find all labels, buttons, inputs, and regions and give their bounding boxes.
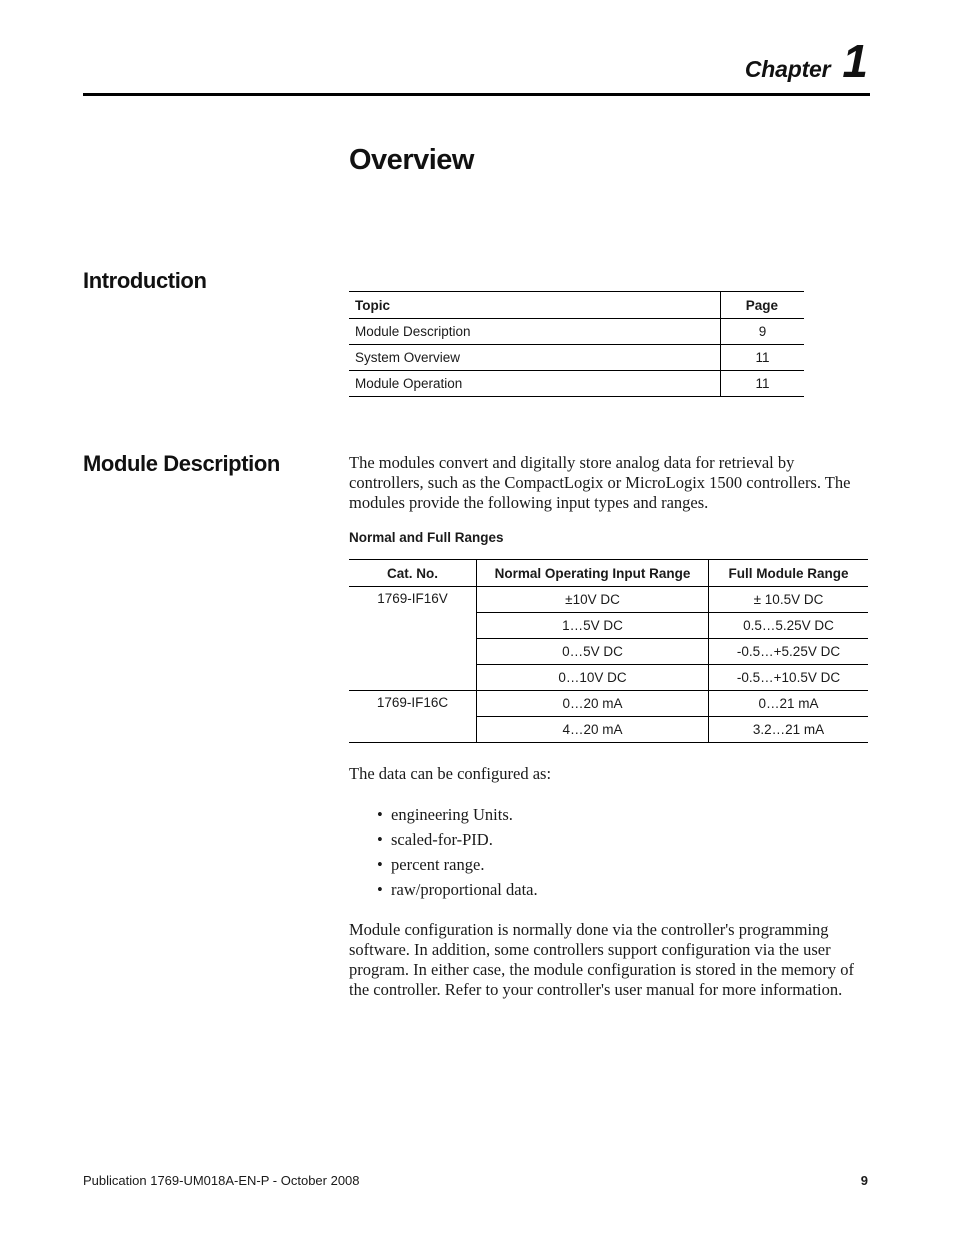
section-heading-module-description: Module Description xyxy=(83,451,280,476)
table-row xyxy=(349,345,804,371)
column-header-normal-range: Normal Operating Input Range xyxy=(477,560,709,587)
normal-range-cell: 0…5V DC xyxy=(477,639,709,665)
table-caption: Normal and Full Ranges xyxy=(349,530,504,545)
config-list xyxy=(377,805,538,905)
ranges-table xyxy=(349,559,868,743)
full-range-cell: 3.2…21 mA xyxy=(709,717,869,743)
full-range-cell: 0…21 mA xyxy=(709,691,869,717)
list-item-text: raw/proportional data. xyxy=(391,880,538,899)
table-row xyxy=(349,319,804,345)
footer-page-number: 9 xyxy=(860,1173,868,1188)
full-range-cell: -0.5…+10.5V DC xyxy=(709,665,869,691)
full-range-cell: 0.5…5.25V DC xyxy=(709,613,869,639)
table-row xyxy=(349,587,868,613)
configuration-paragraph: Module configuration is normally done via the controller's programming software. In addition, some controllers support configuration via the user program. In either case, the module configuration is stored in the memory of the controller. Refer to your controller's user manual for more information. xyxy=(349,920,854,999)
bullet-icon: • xyxy=(377,880,383,899)
topic-cell: System Overview xyxy=(349,345,721,371)
page-cell: 9 xyxy=(758,324,767,339)
normal-range-cell: 0…10V DC xyxy=(477,665,709,691)
cat-no-cell: 1769-IF16C xyxy=(349,691,477,743)
section-heading-introduction: Introduction xyxy=(83,268,207,293)
normal-range-cell: 0…20 mA xyxy=(477,691,709,717)
topic-cell: Module Operation xyxy=(349,371,721,397)
list-item-text: scaled-for-PID. xyxy=(391,830,493,849)
list-item xyxy=(377,855,538,880)
column-header-topic: Topic xyxy=(349,292,721,319)
table-row xyxy=(349,691,868,717)
normal-range-cell: 1…5V DC xyxy=(477,613,709,639)
full-range-cell: ± 10.5V DC xyxy=(753,592,824,607)
column-header-full-range: Full Module Range xyxy=(709,560,869,587)
chapter-label: Chapter xyxy=(744,56,831,82)
topic-table xyxy=(349,291,804,397)
table-header-row xyxy=(349,560,868,587)
list-item-text: percent range. xyxy=(391,855,485,874)
topic-cell: Module Description xyxy=(349,319,721,345)
list-item xyxy=(377,880,538,905)
chapter-number: 1 xyxy=(842,35,868,87)
page-cell: 11 xyxy=(721,371,805,397)
normal-range-cell: ±10V DC xyxy=(477,587,709,613)
page-cell: 11 xyxy=(721,345,805,371)
cat-no-cell: 1769-IF16V xyxy=(349,587,477,691)
normal-range-cell: 4…20 mA xyxy=(477,717,709,743)
page-title: Overview xyxy=(349,144,474,176)
list-item xyxy=(377,830,538,855)
footer-publication: Publication 1769-UM018A-EN-P - October 2008 xyxy=(83,1173,360,1188)
table-header-row xyxy=(349,292,804,319)
column-header-cat-no: Cat. No. xyxy=(349,560,477,587)
description-paragraph: The modules convert and digitally store analog data for retrieval by controllers, such as the CompactLogix or MicroLogix 1500 controllers. The modules provide the following input types and ranges. xyxy=(349,453,851,512)
bullet-icon: • xyxy=(377,805,383,824)
list-item-text: engineering Units. xyxy=(391,805,513,824)
table-row xyxy=(349,371,804,397)
bullet-icon: • xyxy=(377,830,383,849)
chapter-header xyxy=(744,35,868,87)
bullet-icon: • xyxy=(377,855,383,874)
column-header-page: Page xyxy=(721,292,805,319)
header-rule xyxy=(83,93,870,96)
list-item xyxy=(377,805,538,830)
config-intro-text: The data can be configured as: xyxy=(349,764,552,783)
full-range-cell: -0.5…+5.25V DC xyxy=(709,639,869,665)
